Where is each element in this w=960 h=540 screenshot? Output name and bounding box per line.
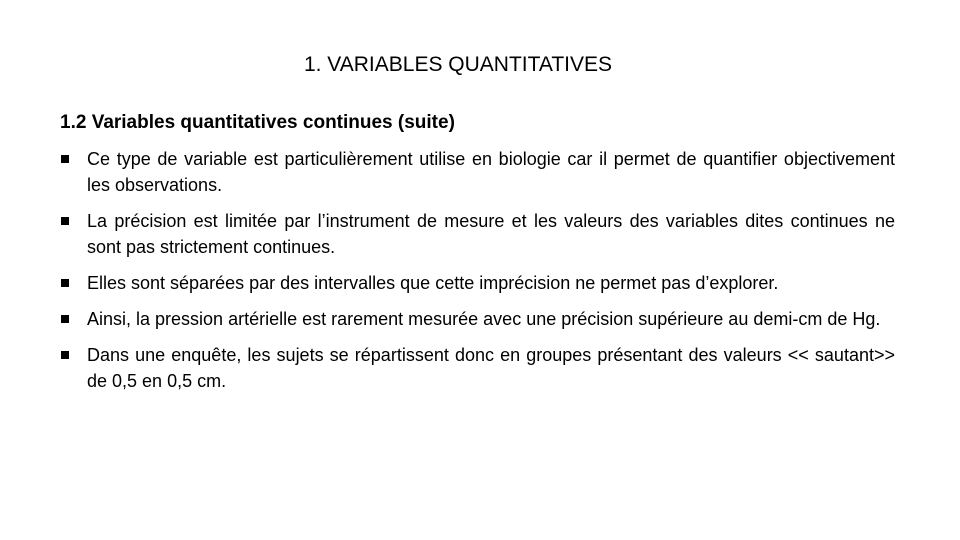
square-bullet-icon [61,351,69,359]
slide-title: 1. VARIABLES QUANTITATIVES [303,53,613,76]
bullet-item [60,270,895,296]
square-bullet-icon [61,155,69,163]
bullet-item [60,342,895,394]
bullet-text: Elles sont séparées par des intervalles que cette imprécision ne permet pas d’explorer. [87,273,779,293]
square-bullet-icon [61,217,69,225]
square-bullet-icon [61,279,69,287]
bullet-text: Dans une enquête, les sujets se répartissent donc en groupes présentant des valeurs << sautant>> de 0,5 en 0,5 cm. [87,345,895,391]
bullet-item [60,208,895,260]
slide-content [60,110,895,404]
square-bullet-icon [61,315,69,323]
bullet-text: La précision est limitée par l’instrument de mesure et les valeurs des variables dites continues ne sont pas strictement continues. [87,211,895,257]
section-subtitle: 1.2 Variables quantitatives continues (suite) [60,112,455,133]
bullet-list [60,146,895,394]
bullet-text: Ce type de variable est particulièrement utilise en biologie car il permet de quantifier objectivement les observations. [87,149,895,195]
bullet-text: Ainsi, la pression artérielle est rarement mesurée avec une précision supérieure au demi-cm de Hg. [87,309,881,329]
bullet-item [60,146,895,198]
bullet-item [60,306,895,332]
